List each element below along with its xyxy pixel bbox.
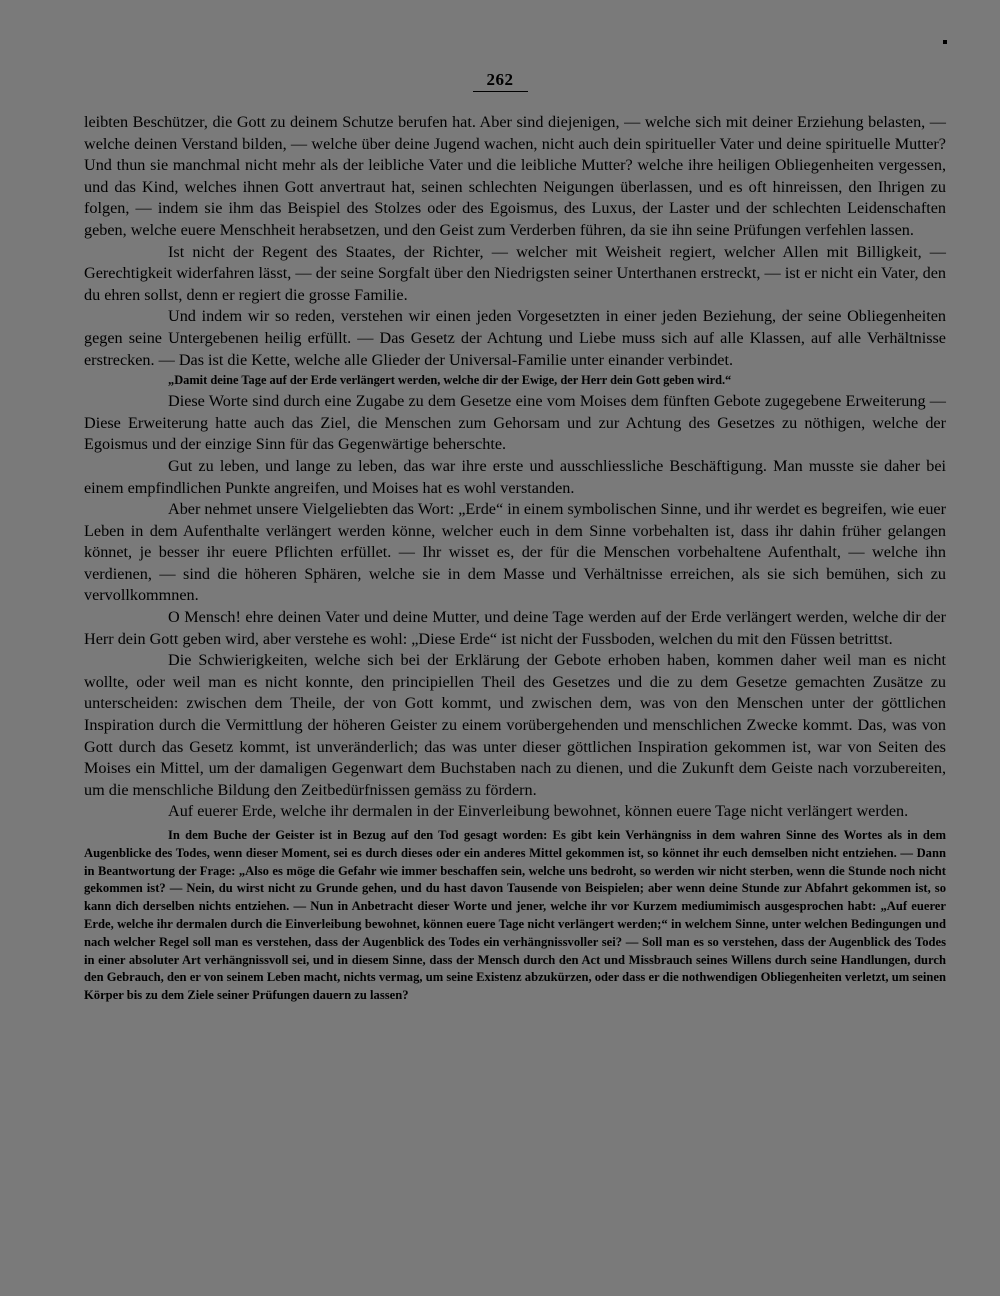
- paragraph: leibten Beschützer, die Gott zu deinem Schutze berufen hat. Aber sind diejenigen, — welche sich mit deiner Erziehung belasten, — welche deinen Verstand bilden, — welche über deine Jugend wachen, nicht auch dein spiritueller Vater und deine spirituelle Mutter? Und thun sie manchmal nicht mehr als der leibliche Vater und die leibliche Mutter? welche ihre heiligen Obliegenheiten vergessen, und das Kind, welches ihnen Gott anvertraut hat, seinen schlechten Neigungen überlassen, und es oft hinreissen, den Ihrigen zu folgen, — indem sie ihm das Beispiel des Stolzes oder des Egoismus, des Luxus, der Laster und der schlechten Leidenschaften geben, welche euere Menschheit herabsetzen, und den Geist zum Verderben führen, da sie ihn seine Prüfungen verfehlen lassen.: [84, 113, 946, 239]
- paragraph: Diese Worte sind durch eine Zugabe zu dem Gesetze eine vom Moises dem fünften Gebote zugegebene Erweiterung — Diese Erweiterung hatte auch das Ziel, die Menschen zum Gehorsam und zur Achtung des Gesetzes zu nöthigen, welche der Egoismus und der einzige Sinn für das Gegenwärtige beherschte.: [84, 392, 946, 454]
- paragraph: Ist nicht der Regent des Staates, der Richter, — welcher mit Weisheit regiert, welcher Allen mit Billigkeit, — Gerechtigkeit widerfahren lässt, — der seine Sorgfalt über den Niedrigsten seiner Unterthanen erstreckt, — ist er nicht ein Vater, den du ehren sollst, denn er regiert die grosse Familie.: [84, 242, 946, 304]
- scan-speck: [943, 40, 947, 44]
- main-text: [84, 112, 946, 1005]
- paragraph: O Mensch! ehre deinen Vater und deine Mutter, und deine Tage werden auf der Erde verlängert werden, welche dir der Herr dein Gott geben wird, aber verstehe es wohl: „Diese Erde“ ist nicht der Fussboden, welchen du mit den Füssen betrittst.: [84, 608, 946, 648]
- footnote: In dem Buche der Geister ist in Bezug auf den Tod gesagt worden: Es gibt kein Verhängniss in dem wahren Sinne des Wortes als in dem Augenblicke des Todes, wenn dieser Moment, sei es durch dieses oder ein anderes Mittel gekommen ist, so könnet ihr euch demselben nicht entziehen. — Dann in Beantwortung der Frage: „Also es möge die Gefahr wie immer beschaffen sein, welche uns bedroht, so werden wir nicht sterben, wenn die Stunde noch nicht gekommen ist? — Nein, du wirst nicht zu Grunde gehen, und du hast davon Tausende von Beispielen; aber wenn deine Stunde zur Abfahrt gekommen ist, so kann dich derselben nichts entziehen. — Nun in Anbetracht dieser Worte und jener, welche ihr vor Kurzem mediumimisch ausgesprochen habt: „Auf euerer Erde, welche ihr dermalen durch die Einverleibung bewohnet, können euere Tage nicht verlängert werden;“ in welchem Sinne, unter welchen Bedingungen und nach welcher Regel soll man es verstehen, dass der Augenblick des Todes ein verhängnissvoller sei? — Soll man es so verstehen, dass der Augenblick des Todes in einer absoluter Art verhängnissvoll sei, und in diesem Sinne, dass der Mensch durch den Act und Missbrauch seines Willens durch seine Handlungen, durch den Gebrauch, den er von seinem Leben macht, nichts vermag, um seine Existenz abzukürzen, oder dass er die nothwendigen Obliegenheiten verletzt, um seinen Körper bis zu dem Ziele seiner Prüfungen dauern zu lassen?: [84, 828, 946, 1003]
- paragraph: Die Schwierigkeiten, welche sich bei der Erklärung der Gebote erhoben haben, kommen daher weil man es nicht wollte, oder weil man es nicht konnte, den principiellen Theil des Gesetzes und die zu dem Gesetze gemachten Zusätze zu unterscheiden: zwischen dem Theile, der von Gott kommt, und zwischen dem, was von den Menschen unter der göttlichen Inspiration durch die Vermittlung der höheren Geister zu einem vorübergehenden und menschlichen Zwecke kommt. Das, was von Gott durch das Gesetz kommt, ist unveränderlich; das was unter dieser göttlichen Inspiration gekommen ist, war von Seiten des Moises ein Mittel, um der damaligen Gegenwart dem Buchstaben nach zu dienen, und die Zukunft dem Geiste nach vorzubereiten, um die menschliche Bildung den Zeitbedürfnissen gemäss zu fördern.: [84, 651, 946, 799]
- quoted-commandment: „Damit deine Tage auf der Erde verlängert werden, welche dir der Ewige, der Herr dein Gott geben wird.“: [168, 373, 732, 388]
- page-number: [0, 70, 1000, 90]
- paragraph: Aber nehmet unsere Vielgeliebten das Wort: „Erde“ in einem symbolischen Sinne, und ihr werdet es begreifen, wie euer Leben in dem Aufenthalte verlängert werden könne, welcher euch in dem Sinne vorbehalten ist, dass ihr dahin früher gelangen könnet, je besser ihr euere Pflichten erfüllet. — Ihr wisset es, der für die Menschen vorbehaltene Aufenthalt, — welche ihn verdienen, — sind die höheren Sphären, welche sie in dem Masse und Verhältnisse erreichen, als sie sich bemühen, sich zu vervollkommnen.: [84, 500, 946, 605]
- paragraph: Und indem wir so reden, verstehen wir einen jeden Vorgesetzten in einer jeden Beziehung, der seine Obliegenheiten gegen seine Untergebenen heilig erfüllt. — Das Gesetz der Achtung und Liebe muss sich auf alle Klassen, auf alle Verhältnisse erstrecken. — Das ist die Kette, welche alle Glieder der Universal-Familie unter einander verbindet.: [84, 307, 946, 369]
- paragraph: Auf euerer Erde, welche ihr dermalen in der Einverleibung bewohnet, können euere Tage nicht verlängert werden.: [168, 802, 909, 821]
- paragraph: Gut zu leben, und lange zu leben, das war ihre erste und ausschliessliche Beschäftigung. Man musste sie daher bei einem empfindlichen Punkte angreifen, und Moises hat es wohl verstanden.: [84, 456, 946, 497]
- page-number-text: 262: [473, 70, 528, 92]
